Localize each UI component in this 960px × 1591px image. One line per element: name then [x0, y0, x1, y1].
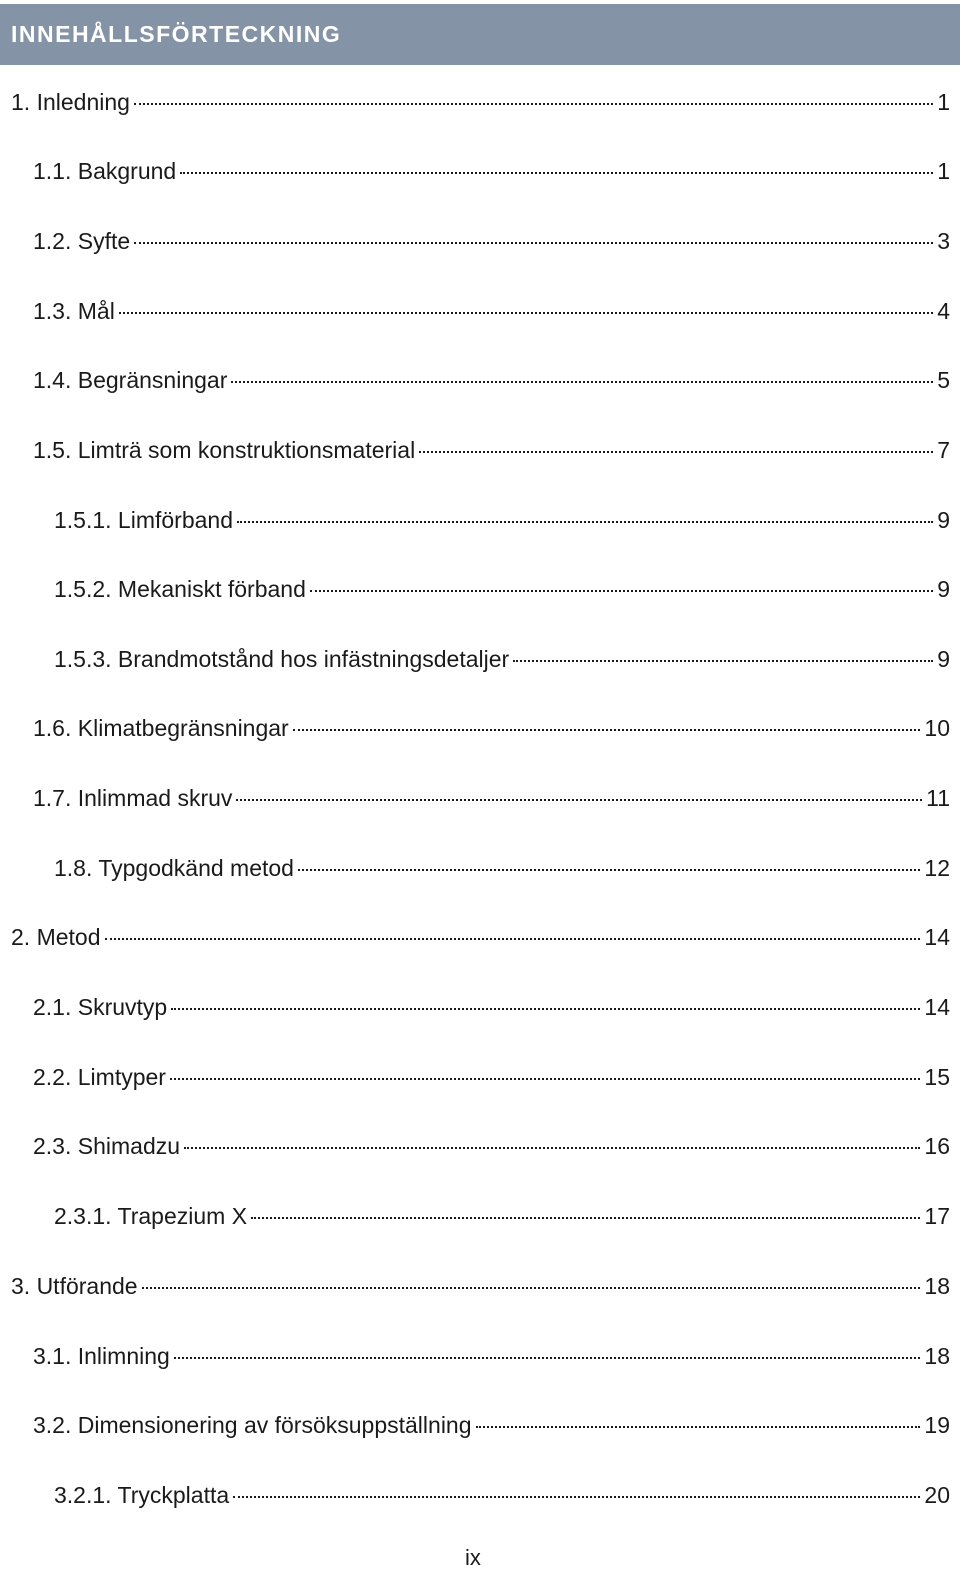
toc-entry-1-6[interactable] [33, 711, 950, 745]
dot-leader [180, 172, 933, 174]
toc-entry-title: 2.3.1. Trapezium X [54, 1203, 248, 1229]
toc-entry-page: 16 [924, 1133, 950, 1159]
toc-entry-page: 4 [937, 298, 950, 324]
toc-entry-page: 11 [926, 785, 950, 811]
toc-entry-title: 3.1. Inlimning [33, 1343, 170, 1369]
toc-entry-title: 1.8. Typgodkänd metod [54, 855, 294, 881]
toc-entry-page: 20 [924, 1482, 950, 1508]
toc-entry-title: 3.2.1. Tryckplatta [54, 1482, 230, 1508]
toc-entry-1-3[interactable] [33, 294, 950, 328]
dot-leader [298, 869, 920, 871]
toc-entry-page: 9 [937, 646, 950, 672]
toc-entry-title: 2.3. Shimadzu [33, 1133, 181, 1159]
toc-entry-title: 1.3. Mål [33, 298, 115, 324]
toc-entry-1-5-3[interactable] [54, 642, 950, 676]
toc-entry-page: 7 [937, 437, 950, 463]
toc-entry-1-5-1[interactable] [54, 503, 950, 537]
toc-entry-page: 3 [937, 228, 950, 254]
toc-entry-2[interactable] [11, 920, 950, 954]
toc-entry-3-2-1[interactable] [54, 1478, 950, 1512]
toc-entry-page: 12 [924, 855, 950, 881]
toc-entry-title: 1.5.3. Brandmotstånd hos infästningsdetaljer [54, 646, 510, 672]
dot-leader [170, 1078, 920, 1080]
dot-leader [105, 938, 921, 940]
toc-entry-2-2[interactable] [33, 1060, 950, 1094]
toc-entry-title: 1.5.2. Mekaniskt förband [54, 576, 306, 602]
toc-entry-page: 15 [924, 1064, 950, 1090]
dot-leader [233, 1496, 920, 1498]
toc-entry-page: 14 [924, 924, 950, 950]
toc-entry-3-2[interactable] [33, 1408, 950, 1442]
toc-entry-page: 5 [937, 367, 950, 393]
toc-entry-title: 3. Utförande [11, 1273, 138, 1299]
toc-entry-title: 2. Metod [11, 924, 101, 950]
dot-leader [476, 1426, 921, 1428]
dot-leader [134, 242, 933, 244]
toc-entry-title: 1.5. Limträ som konstruktionsmaterial [33, 437, 416, 463]
toc-entry-1-2[interactable] [33, 224, 950, 258]
toc-entry-1-5-2[interactable] [54, 572, 950, 606]
dot-leader [251, 1217, 920, 1219]
toc-entry-page: 18 [924, 1343, 950, 1369]
toc-entry-page: 19 [924, 1412, 950, 1438]
toc-entry-title: 3.2. Dimensionering av försöksuppställning [33, 1412, 472, 1438]
toc-entry-3[interactable] [11, 1269, 950, 1303]
toc-entry-title: 1.2. Syfte [33, 228, 131, 254]
dot-leader [171, 1008, 920, 1010]
toc-entry-title: 1.4. Begränsningar [33, 367, 228, 393]
toc-entry-1[interactable] [11, 85, 950, 119]
toc-entry-title: 1.5.1. Limförband [54, 507, 234, 533]
toc-entry-page: 17 [924, 1203, 950, 1229]
toc-entry-page: 14 [924, 994, 950, 1020]
toc-entry-1-1[interactable] [33, 154, 950, 188]
toc-entry-3-1[interactable] [33, 1339, 950, 1373]
dot-leader [293, 729, 921, 731]
dot-leader [231, 381, 933, 383]
toc-entry-page: 1 [937, 89, 950, 115]
toc-entry-1-4[interactable] [33, 363, 950, 397]
toc-entry-page: 1 [937, 158, 950, 184]
toc-entry-title: 2.2. Limtyper [33, 1064, 166, 1090]
dot-leader [513, 660, 933, 662]
dot-leader [419, 451, 933, 453]
toc-entry-title: 1.1. Bakgrund [33, 158, 177, 184]
dot-leader [119, 312, 933, 314]
toc-entry-page: 18 [924, 1273, 950, 1299]
dot-leader [237, 521, 933, 523]
toc-entry-page: 10 [924, 715, 950, 741]
toc-entry-page: 9 [937, 576, 950, 602]
toc-entry-2-3[interactable] [33, 1129, 950, 1163]
dot-leader [184, 1147, 920, 1149]
toc-header-bar [0, 4, 960, 65]
toc-entry-title: 1.6. Klimatbegränsningar [33, 715, 289, 741]
toc-entry-page: 9 [937, 507, 950, 533]
dot-leader [142, 1287, 921, 1289]
toc-heading: INNEHÅLLSFÖRTECKNING [11, 21, 342, 47]
toc-entry-2-3-1[interactable] [54, 1199, 950, 1233]
toc-entry-1-7[interactable] [33, 781, 950, 815]
dot-leader [310, 590, 933, 592]
toc-entry-1-5[interactable] [33, 433, 950, 467]
dot-leader [174, 1357, 921, 1359]
page-number: ix [465, 1545, 481, 1570]
toc-entry-1-8[interactable] [54, 851, 950, 885]
toc-entry-title: 1. Inledning [11, 89, 130, 115]
dot-leader [134, 103, 933, 105]
toc-entry-2-1[interactable] [33, 990, 950, 1024]
toc-entry-title: 1.7. Inlimmad skruv [33, 785, 233, 811]
dot-leader [236, 799, 922, 801]
toc-entry-title: 2.1. Skruvtyp [33, 994, 168, 1020]
